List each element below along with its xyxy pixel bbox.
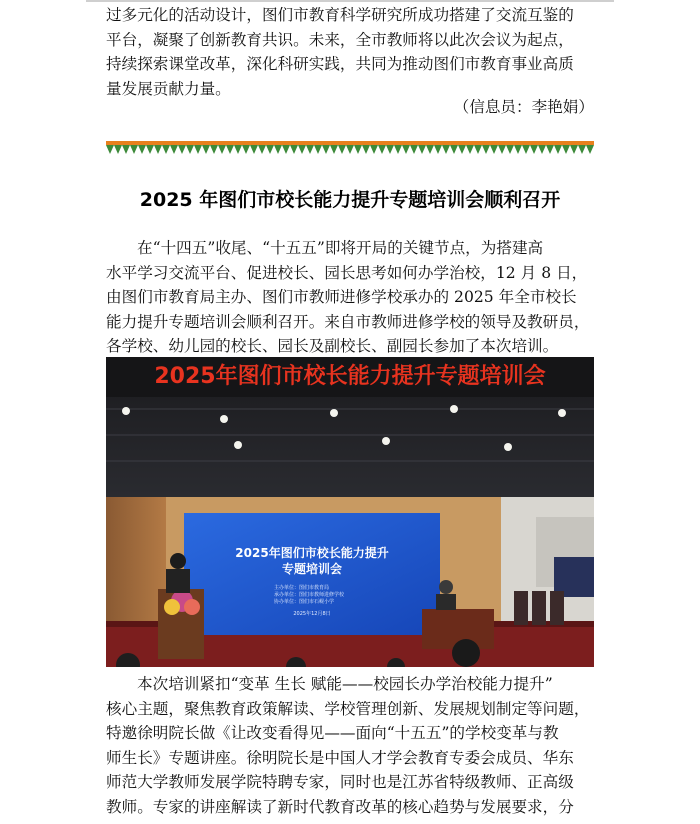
- screen-title: 2025年图们市校长能力提升: [235, 546, 389, 560]
- screen-title: 专题培训会: [281, 562, 343, 576]
- text-line: 过多元化的活动设计，图们市教育科学研究所成功搭建了交流互鉴的: [106, 6, 574, 24]
- screen-date: 2025年12月8日: [293, 611, 331, 617]
- top-rule: [86, 0, 614, 2]
- text-line: 各学校、幼儿园的校长、园长及副校长、副园长参加了本次培训。: [106, 337, 559, 355]
- previous-article-paragraph: [106, 3, 594, 101]
- text-line: 平台，凝聚了创新教育共识。未来，全市教师将以此次会议为起点，: [106, 30, 574, 49]
- text-line: 教师。专家的讲座解读了新时代教育改革的核心趋势与发展要求，分: [106, 797, 574, 816]
- author-signature: （信息员：李艳娟）: [453, 98, 594, 116]
- text-line: 特邀徐明院长做《让改变看得见——面向“十五五”的学校变革与教: [106, 724, 559, 742]
- text-line: 本次培训紧扣“变革 生长 赋能——校园长办学治校能力提升”: [137, 675, 553, 693]
- text-line: 师范大学教师发展学院特聘专家，同时也是江苏省特级教师、正高级: [106, 773, 574, 791]
- article-body-paragraph: [106, 672, 594, 819]
- text-line: 核心主题，聚焦教育政策解读、学校管理创新、发展规划制定等问题，: [106, 699, 590, 718]
- text-line: 由图们市教育局主办、图们市教师进修学校承办的 2025 年全市校长: [106, 288, 577, 306]
- screen-org: 主办单位：图们市教育局: [274, 585, 330, 591]
- banner-text: 2025年图们市校长能力提升专题培训会: [154, 364, 546, 389]
- text-line: 师生长》专题讲座。徐明院长是中国人才学会教育专委会成员、华东: [106, 748, 574, 767]
- article-headline: 2025 年图们市校长能力提升专题培训会顺利召开: [139, 189, 561, 211]
- text-line: 能力提升专题培训会顺利召开。来自市教师进修学校的领导及教研员，: [106, 312, 590, 331]
- text-line: 在“十四五”收尾、“十五五”即将开局的关键节点，为搭建高: [137, 239, 544, 257]
- article-intro-paragraph: [106, 236, 594, 359]
- text-line: 水平学习交流平台、促进校长、园长思考如何办学治校，12 月 8 日，: [106, 263, 588, 282]
- conference-photo: [106, 357, 594, 667]
- text-line: 持续探索课堂改革，深化科研实践，共同为推动图们市教育事业高质: [106, 55, 574, 73]
- screen-org: 承办单位：图们市教师进修学校: [274, 592, 345, 598]
- decorative-divider: [106, 141, 594, 155]
- text-line: 量发展贡献力量。: [106, 79, 231, 98]
- screen-org: 协办单位：图们市石岘小学: [274, 599, 335, 605]
